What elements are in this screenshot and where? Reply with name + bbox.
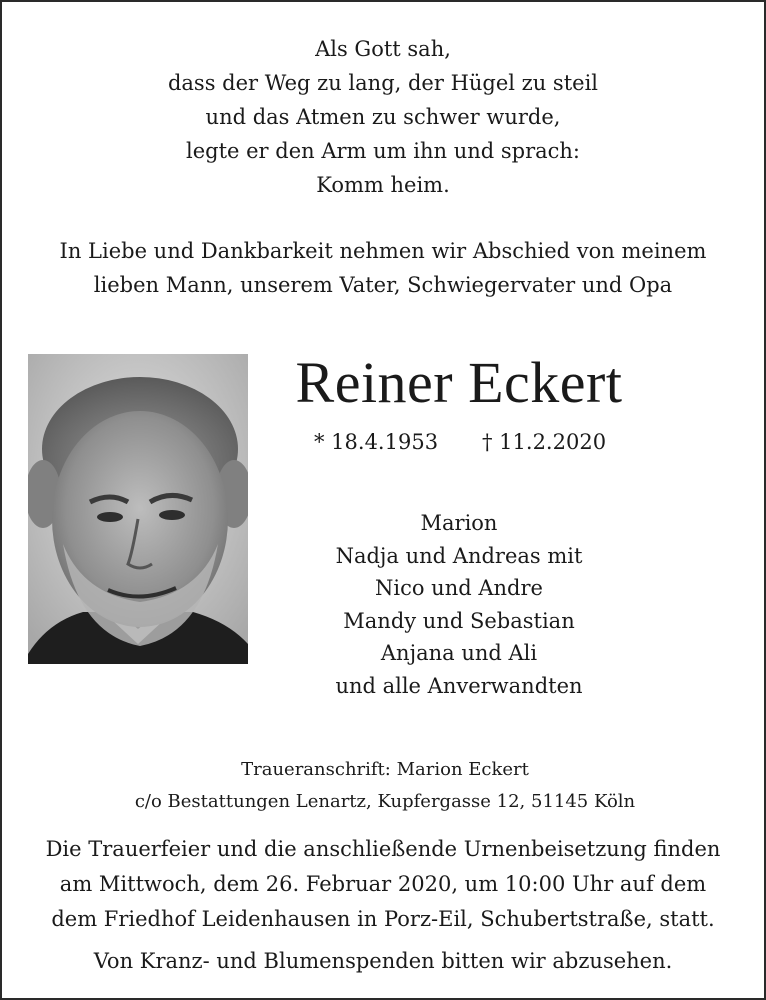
donation-request: Von Kranz- und Blumenspenden bitten wir abzusehen. (93, 949, 673, 973)
ceremony-line: Die Trauerfeier und die anschließende Urnenbeisetzung finden (45, 837, 721, 861)
ceremony-line: am Mittwoch, dem 26. Februar 2020, um 10:00 Uhr auf dem (59, 872, 707, 896)
ceremony-details (2, 832, 764, 937)
mourner-line: Mandy und Sebastian (343, 608, 575, 633)
mourner-line: und alle Anverwandten (335, 673, 583, 698)
deceased-name: Reiner Eckert (295, 350, 623, 415)
farewell-intro (2, 234, 764, 302)
portrait-photo (28, 354, 248, 664)
poem (2, 32, 764, 202)
mourners-list (264, 507, 654, 702)
ceremony-line: dem Friedhof Leidenhausen in Porz-Eil, Schubertstraße, statt. (51, 907, 715, 931)
mourner-line: Nadja und Andreas mit (335, 543, 583, 568)
mourner-line: Marion (420, 511, 498, 535)
poem-line: Komm heim. (316, 173, 450, 197)
birth-date: * 18.4.1953 (314, 430, 439, 454)
address-line: c/o Bestattungen Lenartz, Kupfergasse 12, 51145 Köln (134, 791, 636, 812)
intro-line: lieben Mann, unserem Vater, Schwiegervater und Opa (93, 273, 673, 297)
poem-line: dass der Weg zu lang, der Hügel zu steil (167, 71, 599, 95)
intro-line: In Liebe und Dankbarkeit nehmen wir Abschied von meinem (59, 239, 707, 263)
address-line: Traueranschrift: Marion Eckert (241, 759, 529, 780)
mourner-line: Anjana und Ali (380, 641, 538, 665)
poem-line: und das Atmen zu schwer wurde, (205, 105, 561, 129)
mourner-line: Nico und Andre (375, 576, 543, 600)
poem-line: Als Gott sah, (315, 37, 451, 61)
poem-line: legte er den Arm um ihn und sprach: (186, 139, 580, 163)
mourning-address (2, 754, 766, 818)
portrait-image (28, 354, 248, 664)
death-date: † 11.2.2020 (482, 430, 607, 454)
